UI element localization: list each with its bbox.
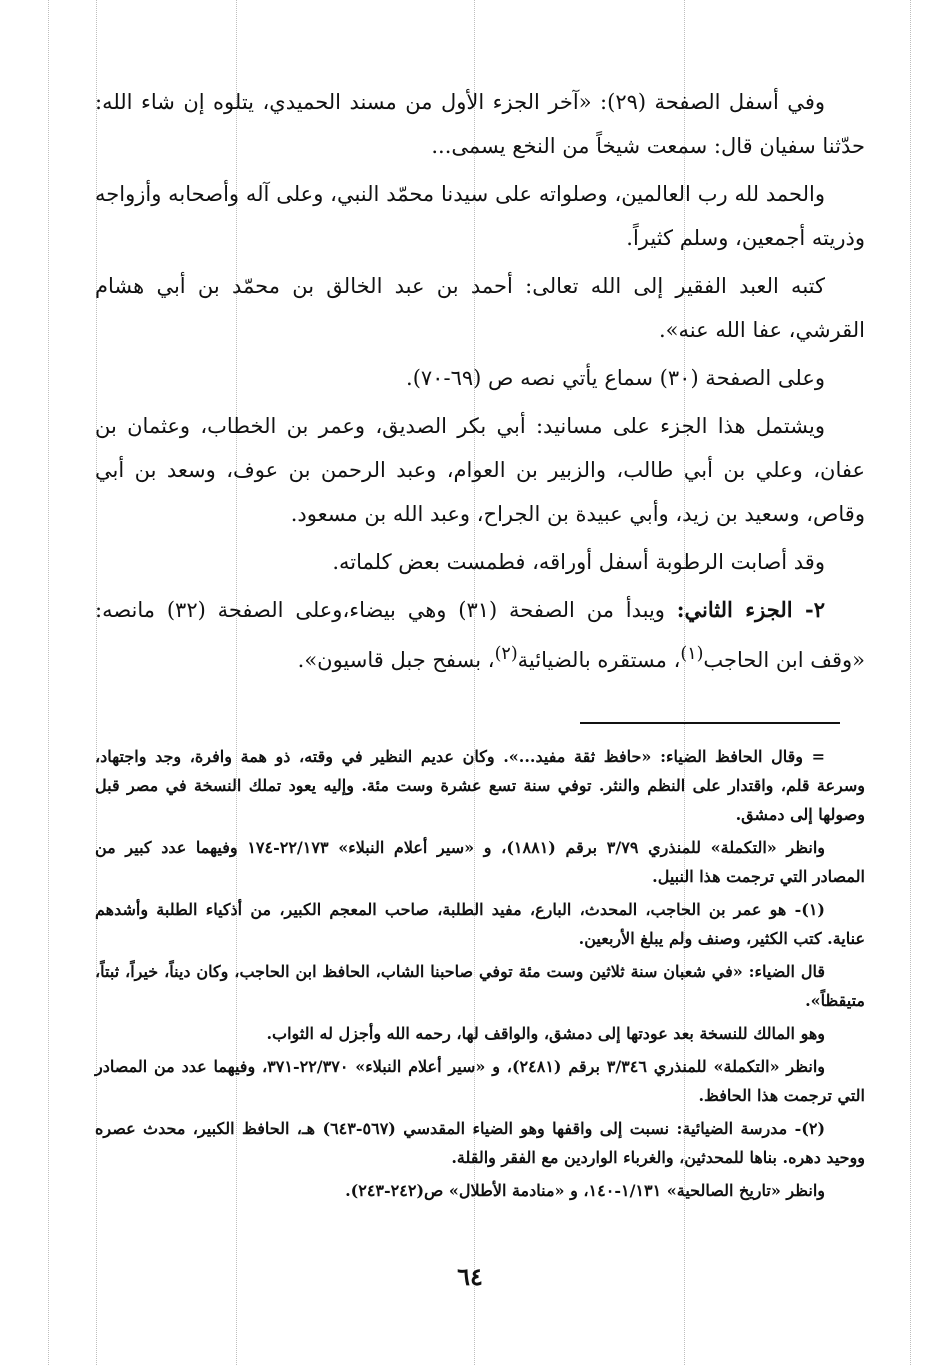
main-text bbox=[95, 80, 865, 686]
paragraph: كتبه العبد الفقير إلى الله تعالى: أحمد بن عبد الخالق بن محمّد بن أبي هشام القرشي، عفا الله عنه». bbox=[95, 274, 865, 342]
footnote: (٢)- مدرسة الضيائية: نسبت إلى واقفها وهو الضياء المقدسي (٥٦٧-٦٤٣) هـ، الحافظ الكبير، محدث عصره ووحيد دهره. بناها للمحدثين، والغرباء الواردين مع الفقر والقلة. bbox=[95, 1119, 865, 1167]
footnote-ref: (٢) bbox=[494, 644, 518, 664]
footnote: قال الضياء: «في شعبان سنة ثلاثين وست مئة توفي صاحبنا الشاب، الحافظ ابن الحاجب، وكان ديناً، خيراً، ثبتاً، متيقظاً». bbox=[95, 962, 865, 1010]
footnote: (١)- هو عمر بن الحاجب، المحدث، البارع، مفيد الطلبة، صاحب المعجم الكبير، من أذكياء الطلبة وأشدهم عناية. كتب الكثير، وصنف ولم يبلغ الأربعين. bbox=[95, 900, 865, 948]
section-heading: ٢- الجزء الثاني: bbox=[676, 597, 826, 622]
paragraph: وعلى الصفحة (٣٠) سماع يأتي نصه ص (٦٩-٧٠). bbox=[406, 366, 825, 390]
footnote-separator bbox=[580, 722, 840, 724]
footnote: وانظر «التكملة» للمنذري ٣/٣٤٦ برقم (٢٤٨١)، و «سير أعلام النبلاء» ٢٢/٣٧٠-٣٧١، وفيهما عدد من المصادر التي ترجمت هذا الحافظ. bbox=[95, 1057, 865, 1105]
paragraph: وفي أسفل الصفحة (٢٩): «آخر الجزء الأول من مسند الحميدي، يتلوه إن شاء الله: حدّثنا سفيان قال: سمعت شيخاً من النخع يسمى... bbox=[95, 90, 865, 158]
paragraph-text: ، بسفح جبل قاسيون». bbox=[297, 648, 495, 672]
page-number: ٦٤ bbox=[457, 1262, 483, 1291]
paragraph-text: ، مستقره بالضيائية bbox=[517, 648, 681, 672]
paragraph-text: ويبدأ من الصفحة (٣١) وهي بيضاء،وعلى الصفحة (٣٢) مانصه: «وقف ابن الحاجب bbox=[95, 598, 865, 672]
paragraph: وقد أصابت الرطوبة أسفل أوراقه، فطمست بعض كلماته. bbox=[332, 550, 825, 574]
footnote: وانظر «تاريخ الصالحية» ١/١٣١-١٤٠، و «منادمة الأطلال» ص(٢٤٢-٢٤٣). bbox=[345, 1181, 825, 1200]
footnote-ref: (١) bbox=[680, 644, 704, 664]
scan-guide-line bbox=[48, 0, 49, 1365]
paragraph: ويشتمل هذا الجزء على مسانيد: أبي بكر الصديق، وعمر بن الخطاب، وعثمان بن عفان، وعلي بن أبي طالب، والزبير بن العوام، وعبد الرحمن بن عوف، وسعد بن أبي وقاص، وسعيد بن زيد، وأبي عبيدة بن الجراح، وعبد الله بن مسعود. bbox=[95, 414, 865, 526]
scan-guide-line bbox=[910, 0, 911, 1365]
footnote: وهو المالك للنسخة بعد عودتها إلى دمشق، والواقف لها، رحمه الله وأجزل له الثواب. bbox=[266, 1024, 825, 1043]
paragraph bbox=[95, 588, 865, 682]
paragraph: والحمد لله رب العالمين، وصلواته على سيدنا محمّد النبي، وعلى آله وأصحابه وأزواجه وذريته أجمعين، وسلم كثيراً. bbox=[95, 182, 865, 250]
footnotes bbox=[95, 742, 865, 1209]
footnote: = وقال الحافظ الضياء: «حافظ ثقة مفيد...». وكان عديم النظير في وقته، ذو همة وافرة، وجد واجتهاد، وسرعة قلم، واقتدار على النظم والنثر. توفي سنة تسع عشرة وست مئة. وإليه يعود تملك النسخة في مصر قبل وصولها إلى دمشق. bbox=[95, 747, 866, 824]
footnote: وانظر «التكملة» للمنذري ٣/٧٩ برقم (١٨٨١)، و «سير أعلام النبلاء» ٢٢/١٧٣-١٧٤ وفيهما عدد كبير من المصادر التي ترجمت هذا النبيل. bbox=[95, 838, 865, 886]
